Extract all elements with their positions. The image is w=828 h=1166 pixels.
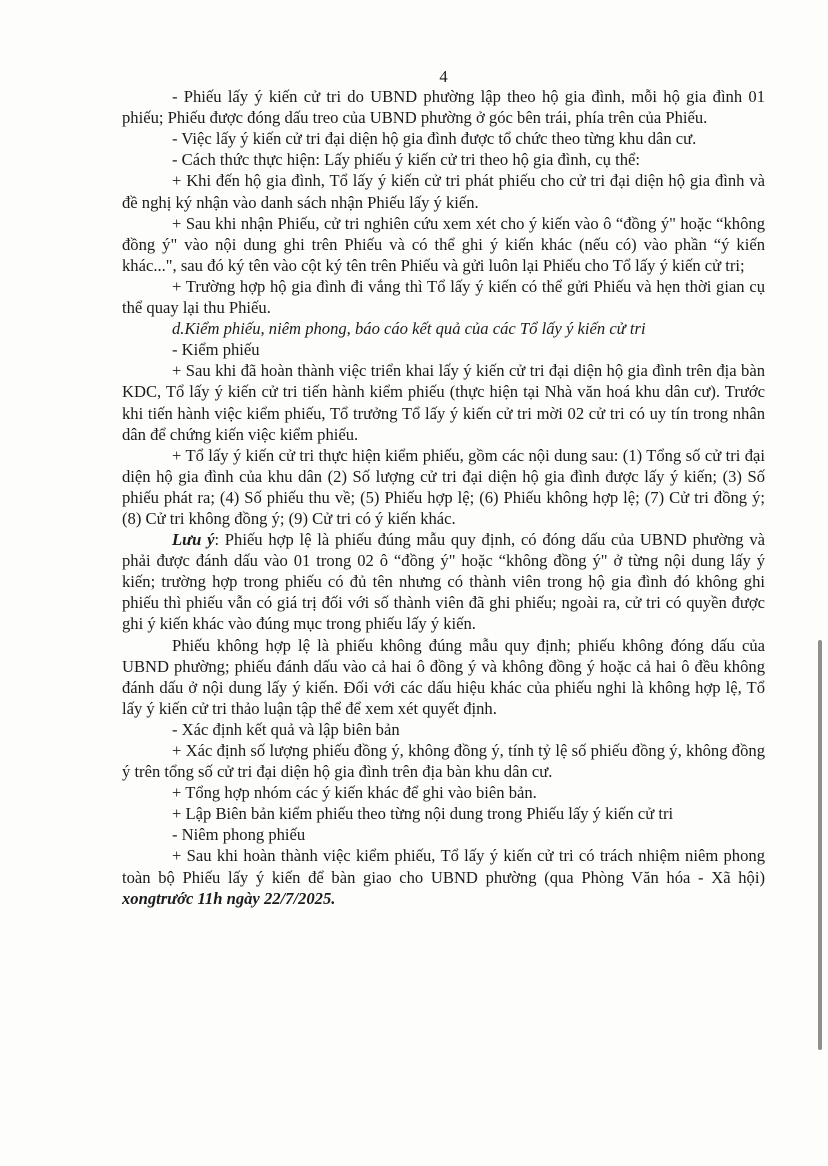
paragraph: + Sau khi đã hoàn thành việc triển khai lấy ý kiến cử tri đại diện hộ gia đình trên địa bàn KDC, Tổ lấy ý kiến cử tri tiến hành kiểm phiếu (thực hiện tại Nhà văn hoá khu dân cư). Trước khi tiến hành việc kiểm phiếu, Tổ trưởng Tổ lấy ý kiến cử tri mời 02 cử tri có uy tín trong nhân dân để chứng kiến việc kiểm phiếu. [122,361,765,444]
deadline-emphasis: xongtrước 11h ngày 22/7/2025. [122,888,336,908]
page-text [122,66,765,909]
note-label: Lưu ý [172,530,215,550]
paragraph: + Tổ lấy ý kiến cử tri thực hiện kiểm phiếu, gồm các nội dung sau: (1) Tổng số cử tri đại diện hộ gia đình của khu dân (2) Số lượng cử tri đại diện hộ gia đình được lấy ý kiến; (3) Số phiếu phát ra; (4) Số phiếu thu về; (5) Phiếu hợp lệ; (6) Phiếu không hợp lệ; (7) Cử tri đồng ý; (8) Cử tri không đồng ý; (9) Cử tri có ý kiến khác. [122,445,765,528]
final-text: + Sau khi hoàn thành việc kiểm phiếu, Tổ lấy ý kiến cử tri có trách nhiệm niêm phong toàn bộ Phiếu lấy ý kiến để bàn giao cho UBND phường (qua Phòng Văn hóa - Xã hội) [122,846,765,887]
scrollbar[interactable] [818,640,822,1050]
paragraph: - Việc lấy ý kiến cử tri đại diện hộ gia đình được tổ chức theo từng khu dân cư. [172,129,697,149]
paragraph: Phiếu không hợp lệ là phiếu không đúng mẫu quy định; phiếu không đóng dấu của UBND phường; phiếu đánh dấu vào cả hai ô đồng ý và không đồng ý hoặc cả hai ô đều không đánh dấu ở nội dung lấy ý kiến. Đối với các dấu hiệu khác của phiếu nghi là không hợp lệ, Tổ lấy ý kiến cử tri thảo luận tập thể để xem xét quyết định. [122,635,765,718]
paragraph: + Lập Biên bản kiểm phiếu theo từng nội dung trong Phiếu lấy ý kiến cử tri [172,804,674,824]
paragraph: + Trường hợp hộ gia đình đi vắng thì Tổ lấy ý kiến có thể gửi Phiếu và hẹn thời gian cụ thể quay lại thu Phiếu. [122,276,765,318]
section-heading: d.Kiểm phiếu, niêm phong, báo cáo kết quả của các Tổ lấy ý kiến cử tri [172,319,646,339]
paragraph: + Xác định số lượng phiếu đồng ý, không đồng ý, tính tỷ lệ số phiếu đồng ý, không đồng ý trên tổng số cử tri đại diện hộ gia đình trên địa bàn khu dân cư. [122,741,765,782]
paragraph: - Phiếu lấy ý kiến cử tri do UBND phường lập theo hộ gia đình, mỗi hộ gia đình 01 phiếu; Phiếu được đóng dấu treo của UBND phường ở góc bên trái, phía trên của Phiếu. [122,87,765,128]
paragraph: - Cách thức thực hiện: Lấy phiếu ý kiến cử tri theo hộ gia đình, cụ thể: [172,150,640,170]
paragraph: - Kiểm phiếu [172,340,260,360]
page-number: 4 [439,67,448,86]
final-paragraph [122,845,765,908]
note-paragraph [122,529,765,634]
paragraph: + Tổng hợp nhóm các ý kiến khác để ghi vào biên bản. [172,783,537,803]
note-text: : Phiếu hợp lệ là phiếu đúng mẫu quy định, có đóng dấu của UBND phường và phải được đánh dấu vào 01 trong 02 ô “đồng ý" hoặc “không đồng ý" ở từng nội dung lấy ý kiến; trường hợp trong phiếu có đủ tên nhưng có thành viên trong hộ gia đình đó không ghi phiếu thì phiếu vẫn có giá trị đối với số thành viên đã ghi phiếu; ngoài ra, cử tri có quyền được ghi ý kiến khác vào đúng mục trong phiếu lấy ý kiến. [122,530,765,634]
paragraph: - Xác định kết quả và lập biên bản [172,719,400,739]
paragraph: + Khi đến hộ gia đình, Tổ lấy ý kiến cử tri phát phiếu cho cử tri đại diện hộ gia đình và đề nghị ký nhận vào danh sách nhận Phiếu lấy ý kiến. [122,171,765,212]
paragraph: - Niêm phong phiếu [172,825,306,845]
paragraph: + Sau khi nhận Phiếu, cử tri nghiên cứu xem xét cho ý kiến vào ô “đồng ý" hoặc “không đồng ý" vào nội dung ghi trên Phiếu và có thể ghi ý kiến khác (nếu có) vào phần “ý kiến khác...", sau đó ký tên vào cột ký tên trên Phiếu và gửi luôn lại Phiếu cho Tổ lấy ý kiến cử tri; [122,213,765,275]
